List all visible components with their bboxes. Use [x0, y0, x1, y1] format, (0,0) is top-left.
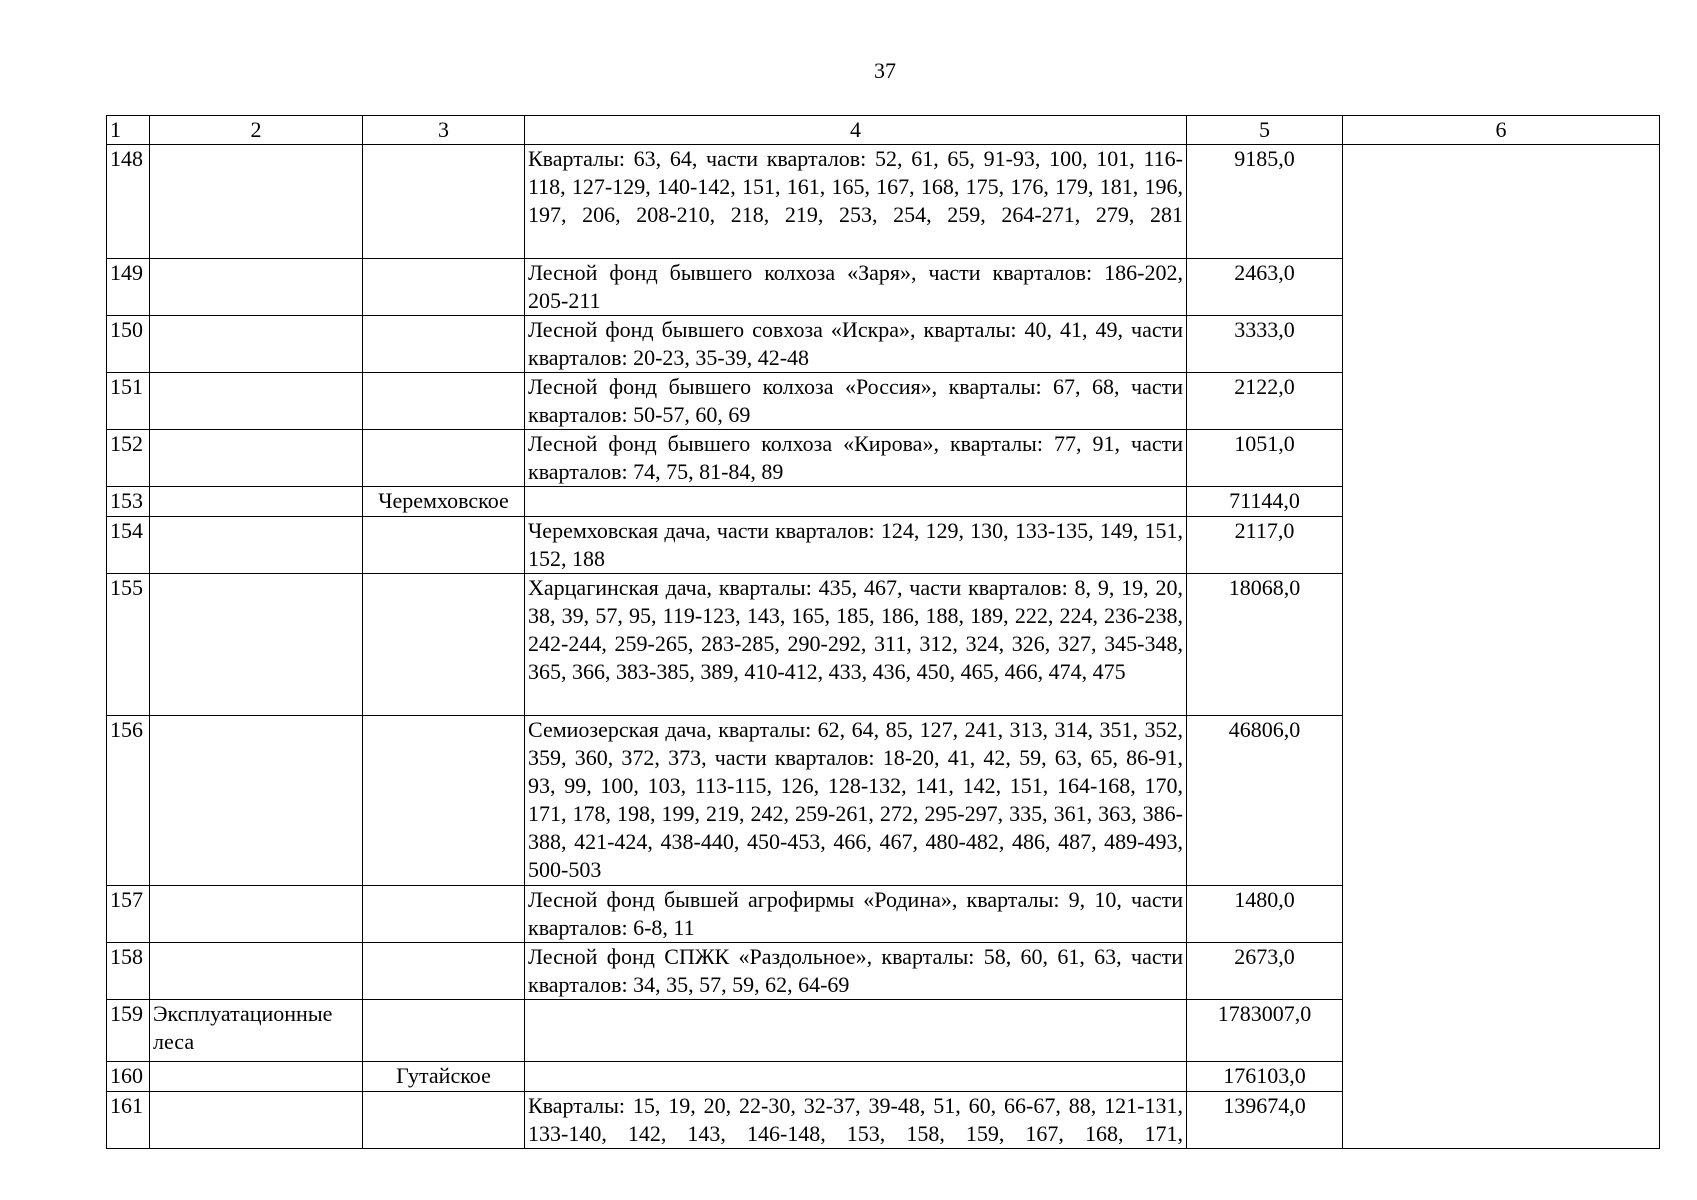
area-cell: 3333,0 — [1187, 316, 1343, 373]
quarters-cell: Лесной фонд бывшего колхоза «Россия», кварталы: 67, 68, части кварталов: 50-57, 60, 69 — [525, 373, 1187, 430]
column-header-2: 2 — [150, 116, 363, 145]
forestry-cell — [363, 716, 525, 886]
area-cell: 1783007,0 — [1187, 1000, 1343, 1062]
category-cell — [150, 259, 363, 316]
row-number: 157 — [107, 886, 150, 943]
forestry-cell — [363, 430, 525, 487]
quarters-cell: Лесной фонд бывшей агрофирмы «Родина», кварталы: 9, 10, части кварталов: 6-8, 11 — [525, 886, 1187, 943]
category-cell — [150, 574, 363, 716]
quarters-cell: Черемховская дача, части кварталов: 124, 129, 130, 133-135, 149, 151, 152, 188 — [525, 517, 1187, 574]
area-cell: 1051,0 — [1187, 430, 1343, 487]
row-number: 158 — [107, 943, 150, 1000]
area-cell: 2673,0 — [1187, 943, 1343, 1000]
quarters-cell: Лесной фонд бывшего совхоза «Искра», кварталы: 40, 41, 49, части кварталов: 20-23, 35-39, 42-48 — [525, 316, 1187, 373]
category-cell — [150, 430, 363, 487]
column-header-4: 4 — [525, 116, 1187, 145]
area-cell: 18068,0 — [1187, 574, 1343, 716]
row-number: 153 — [107, 487, 150, 517]
row-number: 152 — [107, 430, 150, 487]
page-number: 37 — [874, 58, 896, 83]
row-number: 159 — [107, 1000, 150, 1062]
category-cell — [150, 517, 363, 574]
column-header-3: 3 — [363, 116, 525, 145]
area-cell: 46806,0 — [1187, 716, 1343, 886]
notes-cell — [1343, 145, 1660, 1149]
category-cell — [150, 886, 363, 943]
row-number: 156 — [107, 716, 150, 886]
quarters-cell: Лесной фонд СПЖК «Раздольное», кварталы: 58, 60, 61, 63, части кварталов: 34, 35, 57, 59, 62, 64-69 — [525, 943, 1187, 1000]
forestry-cell — [363, 574, 525, 716]
category-cell: Эксплуатационные леса — [150, 1000, 363, 1062]
area-cell: 9185,0 — [1187, 145, 1343, 259]
category-cell — [150, 487, 363, 517]
forestry-cell — [363, 145, 525, 259]
quarters-cell — [525, 1062, 1187, 1092]
area-cell: 1480,0 — [1187, 886, 1343, 943]
area-cell: 176103,0 — [1187, 1062, 1343, 1092]
forestry-cell — [363, 259, 525, 316]
forestry-cell — [363, 316, 525, 373]
area-cell: 2117,0 — [1187, 517, 1343, 574]
table-body — [107, 145, 1660, 1149]
header-row — [107, 116, 1660, 145]
category-cell — [150, 145, 363, 259]
quarters-cell — [525, 487, 1187, 517]
quarters-cell: Кварталы: 15, 19, 20, 22-30, 32-37, 39-48, 51, 60, 66-67, 88, 121-131, 133-140, 142, 143, 146-148, 153, 158, 159, 167, 168, 171, — [525, 1092, 1187, 1149]
column-header-1: 1 — [107, 116, 150, 145]
area-cell: 2463,0 — [1187, 259, 1343, 316]
area-cell: 2122,0 — [1187, 373, 1343, 430]
row-number: 155 — [107, 574, 150, 716]
category-cell — [150, 373, 363, 430]
forestry-cell — [363, 943, 525, 1000]
quarters-cell: Харцагинская дача, кварталы: 435, 467, части кварталов: 8, 9, 19, 20, 38, 39, 57, 95, 119-123, 143, 165, 185, 186, 188, 189, 222, 224, 236-238, 242-244, 259-265, 283-285, 290-292, 311, 312, 324, 326, 327, 345-348, 365, 366, 383-385, 389, 410-412, 433, 436, 450, 465, 466, 474, 475 — [525, 574, 1187, 716]
table-header — [107, 116, 1660, 145]
forestry-cell — [363, 517, 525, 574]
row-number: 151 — [107, 373, 150, 430]
row-number: 154 — [107, 517, 150, 574]
quarters-cell — [525, 1000, 1187, 1062]
forestry-cell — [363, 886, 525, 943]
forestry-cell: Гутайское — [363, 1062, 525, 1092]
category-cell — [150, 1062, 363, 1092]
category-cell — [150, 316, 363, 373]
row-number: 160 — [107, 1062, 150, 1092]
quarters-cell: Лесной фонд бывшего колхоза «Кирова», кварталы: 77, 91, части кварталов: 74, 75, 81-84, 89 — [525, 430, 1187, 487]
row-number: 150 — [107, 316, 150, 373]
quarters-cell: Семиозерская дача, кварталы: 62, 64, 85, 127, 241, 313, 314, 351, 352, 359, 360, 372, 373, части кварталов: 18-20, 41, 42, 59, 63, 65, 86-91, 93, 99, 100, 103, 113-115, 126, 128-132, 141, 142, 151, 164-168, 170, 171, 178, 198, 199, 219, 242, 259-261, 272, 295-297, 335, 361, 363, 386-388, 421-424, 438-440, 450-453, 466, 467, 480-482, 486, 487, 489-493, 500-503 — [525, 716, 1187, 886]
column-header-6: 6 — [1343, 116, 1660, 145]
forestry-cell — [363, 373, 525, 430]
column-header-5: 5 — [1187, 116, 1343, 145]
forestry-cell — [363, 1092, 525, 1149]
quarters-cell: Лесной фонд бывшего колхоза «Заря», части кварталов: 186-202, 205-211 — [525, 259, 1187, 316]
forest-quarters-table — [106, 115, 1660, 1149]
forestry-cell: Черемховское — [363, 487, 525, 517]
category-cell — [150, 716, 363, 886]
quarters-cell: Кварталы: 63, 64, части кварталов: 52, 61, 65, 91-93, 100, 101, 116-118, 127-129, 140-142, 151, 161, 165, 167, 168, 175, 176, 179, 181, 196, 197, 206, 208-210, 218, 219, 253, 254, 259, 264-271, 279, 281 — [525, 145, 1187, 259]
area-cell: 71144,0 — [1187, 487, 1343, 517]
category-cell — [150, 943, 363, 1000]
area-cell: 139674,0 — [1187, 1092, 1343, 1149]
table-row — [107, 145, 1660, 259]
category-cell — [150, 1092, 363, 1149]
row-number: 161 — [107, 1092, 150, 1149]
forestry-cell — [363, 1000, 525, 1062]
row-number: 148 — [107, 145, 150, 259]
row-number: 149 — [107, 259, 150, 316]
